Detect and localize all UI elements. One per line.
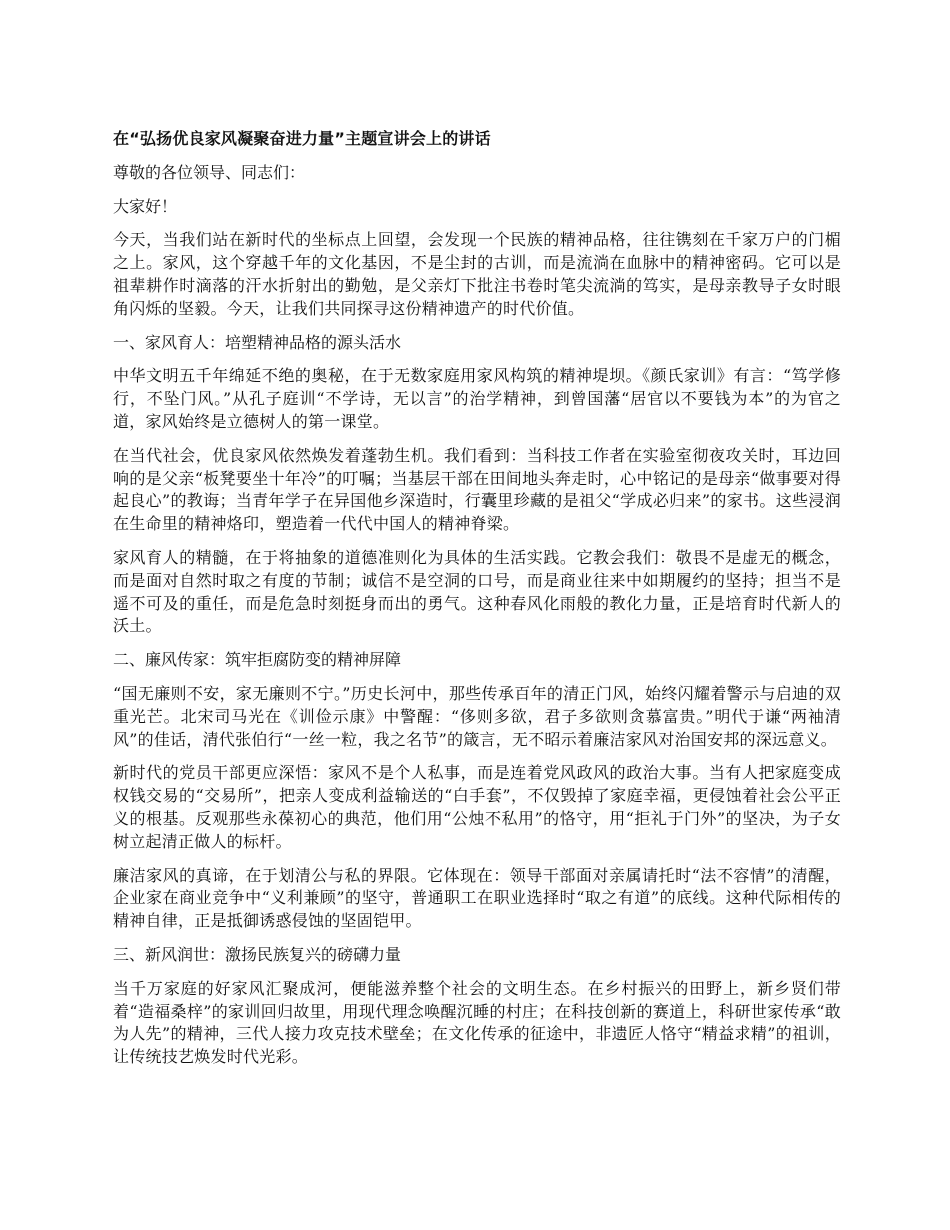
section-heading-1: 一、家风育人：培塑精神品格的源头活水 (113, 332, 402, 352)
paragraph: 新时代的党员干部更应深悟：家风不是个人私事，而是连着党风政风的政治大事。当有人把家庭变成权钱交易的“交易所”，把亲人变成利益输送的“白手套”，不仅毁掉了家庭幸福，更侵蚀着社会公平正义的根基。反观那些永葆初心的典范，他们用“公烛不私用”的恪守，用“拒礼于门外”的坚决，为子女树立起清正做人的标杆。 (113, 763, 841, 851)
paragraph: “国无廉则不安，家无廉则不宁。”历史长河中，那些传承百年的清正门风，始终闪耀着警示与启迪的双重光芒。北宋司马光在《训俭示康》中警醒：“侈则多欲，君子多欲则贪慕富贵。”明代于谦“两袖清风”的佳话，清代张伯行“一丝一粒，我之名节”的箴言，无不昭示着廉洁家风对治国安邦的深远意义。 (113, 683, 841, 749)
document-title: 在“弘扬优良家风凝聚奋进力量”主题宣讲会上的讲话 (113, 129, 491, 148)
paragraph: 家风育人的精髓，在于将抽象的道德准则化为具体的生活实践。它教会我们：敬畏不是虚无的概念，而是面对自然时取之有度的节制；诚信不是空洞的口号，而是商业往来中如期履约的坚持；担当不是遥不可及的重任，而是危急时刻挺身而出的勇气。这种春风化雨般的教化力量，正是培育时代新人的沃土。 (113, 547, 841, 636)
greeting: 大家好！ (113, 196, 178, 216)
intro-paragraph: 今天，当我们站在新时代的坐标点上回望，会发现一个民族的精神品格，往往镌刻在千家万户的门楣之上。家风，这个穿越千年的文化基因，不是尘封的古训，而是流淌在血脉中的精神密码。它可以是祖辈耕作时滴落的汗水折射出的勤勉，是父亲灯下批注书卷时笔尖流淌的笃实，是母亲教导子女时眼角闪烁的坚毅。今天，让我们共同探寻这份精神遗产的时代价值。 (113, 230, 841, 318)
document-page (113, 128, 841, 1080)
paragraph: 当千万家庭的好家风汇聚成河，便能滋养整个社会的文明生态。在乡村振兴的田野上，新乡贤们带着“造福桑梓”的家训回归故里，用现代理念唤醒沉睡的村庄；在科技创新的赛道上，科研世家传承“敢为人先”的精神，三代人接力攻克技术壁垒；在文化传承的征途中，非遗匠人恪守“精益求精”的祖训，让传统技艺焕发时代光彩。 (113, 978, 841, 1067)
paragraph: 在当代社会，优良家风依然焕发着蓬勃生机。我们看到：当科技工作者在实验室彻夜攻关时，耳边回响的是父亲“板凳要坐十年冷”的叮嘱；当基层干部在田间地头奔走时，心中铭记的是母亲“做事要对得起良心”的教诲；当青年学子在异国他乡深造时，行囊里珍藏的是祖父“学成必归来”的家书。这些浸润在生命里的精神烙印，塑造着一代代中国人的精神脊梁。 (113, 445, 841, 534)
section-heading-2: 二、廉风传家：筑牢拒腐防变的精神屏障 (113, 650, 402, 670)
paragraph: 中华文明五千年绵延不绝的奥秘，在于无数家庭用家风构筑的精神堤坝。《颜氏家训》有言：“笃学修行，不坠门风。”从孔子庭训“不学诗，无以言”的治学精神，到曾国藩“居官以不要钱为本”的为官之道，家风始终是立德树人的第一课堂。 (113, 366, 841, 431)
section-heading-3: 三、新风润世：激扬民族复兴的磅礴力量 (113, 944, 402, 964)
salutation: 尊敬的各位领导、同志们： (113, 162, 306, 182)
paragraph: 廉洁家风的真谛，在于划清公与私的界限。它体现在：领导干部面对亲属请托时“法不容情”的清醒，企业家在商业竞争中“义利兼顾”的坚守，普通职工在职业选择时“取之有道”的底线。这种代际相传的精神自律，正是抵御诱惑侵蚀的坚固铠甲。 (113, 865, 841, 931)
